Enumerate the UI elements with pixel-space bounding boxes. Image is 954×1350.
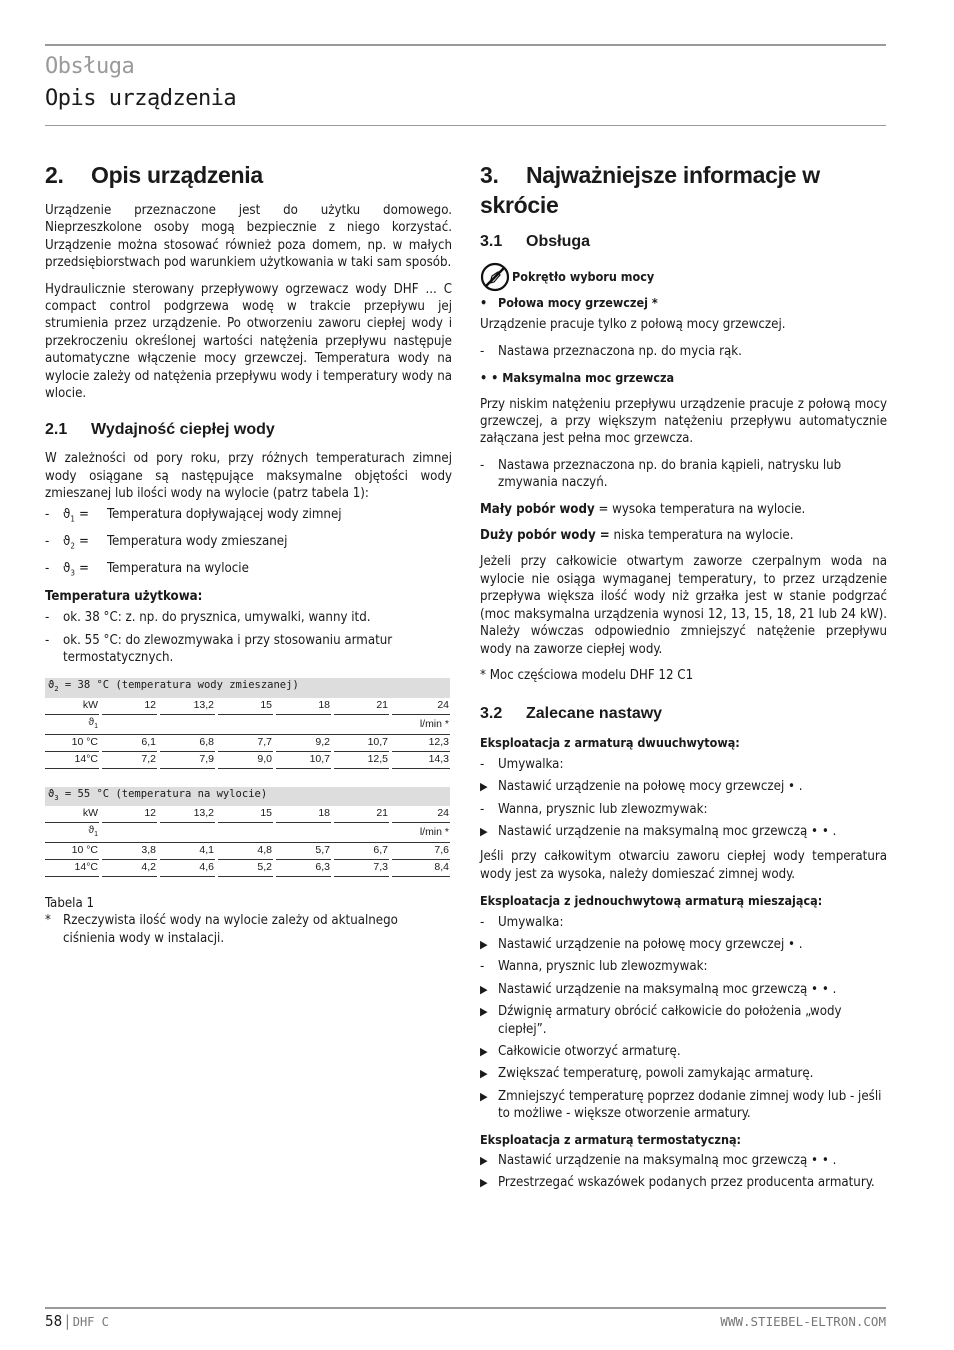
g1-item: ▶ Nastawić urządzenie na maksymalną moc grzewczą • • .	[480, 823, 837, 839]
table-caption: $ϑ_2 = 38$ °C (temperatura wody zmieszanej)	[45, 678, 450, 697]
kw-cell: 13,2	[160, 698, 215, 715]
value-cell: 8,4	[392, 859, 450, 876]
value-cell: 6,7	[334, 842, 389, 859]
kw-label: kW	[45, 806, 99, 823]
kw-cell: 18	[276, 698, 331, 715]
unit-symbol: $ϑ_1$	[45, 714, 99, 734]
value-cell: 14,3	[392, 751, 450, 768]
symbol-item: - $ϑ_3$ = Temperatura na wylocie	[45, 560, 249, 578]
page-number: 58	[45, 1312, 63, 1330]
kw-cell: 15	[218, 698, 273, 715]
kw-cell: 24	[392, 698, 450, 715]
value-cell: 7,6	[392, 842, 450, 859]
value-cell: 6,1	[102, 734, 157, 751]
value-cell: 4,8	[218, 842, 273, 859]
value-cell: 12,3	[392, 734, 450, 751]
table-row	[45, 859, 450, 876]
no-touch-icon	[480, 262, 510, 292]
value-cell: 5,7	[276, 842, 331, 859]
table-row	[45, 842, 450, 859]
subsection-heading-2-1: 2.1 Wydajność ciepłej wody	[45, 421, 275, 439]
half-power-paragraph: Urządzenie pracuje tylko z połową mocy grzewczej.	[480, 317, 786, 333]
value-cell: 5,2	[218, 859, 273, 876]
temp-list	[45, 609, 452, 666]
row-temp: 10 °C	[45, 734, 99, 751]
value-cell: 7,9	[160, 751, 215, 768]
kw-cell: 12	[102, 698, 157, 715]
intro-paragraph: Urządzenie przeznaczone jest do użytku domowego. Nieprzeszkolone osoby mogą bezpiecznie z niego korzystać. Urządzenie można stosować również poza domem, np. w małych przedsiębiorstwach pod warunkiem użytkowania w taki sam sposób.	[45, 203, 452, 271]
value-cell: 7,3	[334, 859, 389, 876]
symbol-item: - $ϑ_2$ = Temperatura wody zmieszanej	[45, 533, 288, 551]
group3-list	[480, 1152, 887, 1192]
doc-name: DHF C	[72, 1315, 109, 1329]
full-open-paragraph: Jeżeli przy całkowicie otwartym zaworze czerpalnym woda na wylocie nie osiąga wymaganej temperatury, to przez urządzenie przepływa większa ilość wody niż grzałka jest w stanie podgrzać (moc maksymalna urządzenia wynosi 12, 13, 15, 18, 21 lub 24 kW). Należy wówczas odpowiednio zmniejszyć natężenie przepływu wody na zaworze ciepłej wody.	[480, 554, 887, 657]
group2-label: Eksploatacja z jednouchwytową armaturą mieszającą:	[480, 893, 823, 909]
g2-item: ▶ Zwiększać temperaturę, powoli zamykając armaturę.	[480, 1066, 814, 1082]
group1-list	[480, 756, 887, 841]
value-cell: 9,0	[218, 751, 273, 768]
g1-item: - Wanna, prysznic lub zlewozmywak:	[480, 801, 708, 817]
symbol-list	[45, 506, 452, 582]
kw-cell: 12	[102, 806, 157, 823]
g2-item: ▶ Całkowicie otworzyć armaturę.	[480, 1044, 681, 1059]
g2-item: - Wanna, prysznic lub zlewozmywak:	[480, 959, 708, 975]
value-cell: 6,8	[160, 734, 215, 751]
kw-cell: 21	[334, 698, 389, 715]
temp-label: Temperatura użytkowa:	[45, 588, 203, 604]
subsection-heading-3-2: 3.2 Zalecane nastawy	[480, 705, 663, 723]
group1-paragraph: Jeśli przy całkowitym otwarciu zaworu ciepłej wody temperatura wody jest za wysoka, należy domieszać zimnej wody.	[480, 849, 887, 882]
value-cell: 6,3	[276, 859, 331, 876]
footer-rule	[45, 1307, 886, 1309]
partial-power-note: * Moc częściowa modelu DHF 12 C1	[480, 667, 694, 683]
g1-item: - Umywalka:	[480, 756, 564, 772]
max-power-note: - Nastawa przeznaczona np. do brania kąpieli, natrysku lub zmywania naczyń.	[480, 457, 842, 491]
capacity-table	[45, 787, 452, 877]
header-title: Opis urządzenia	[45, 86, 237, 111]
kw-cell: 15	[218, 806, 273, 823]
row-temp: 10 °C	[45, 842, 99, 859]
unit-cell: l/min *	[102, 822, 450, 842]
large-draw-line: Duży pobór wody = niska temperatura na wylocie.	[480, 528, 794, 544]
g2-item: ▶ Nastawić urządzenie na maksymalną moc grzewczą • • .	[480, 981, 837, 997]
capacity-tables	[45, 678, 452, 876]
kw-cell: 13,2	[160, 806, 215, 823]
section-heading-2: 2. Opis urządzenia	[45, 162, 263, 188]
left-column	[45, 160, 452, 952]
value-cell: 7,2	[102, 751, 157, 768]
unit-symbol: $ϑ_1$	[45, 822, 99, 842]
right-column	[480, 160, 887, 1197]
knob-line: Pokrętło wyboru mocy	[480, 262, 887, 292]
row-temp: 14°C	[45, 751, 99, 768]
g2-item: ▶ Zmniejszyć temperaturę poprzez dodanie zimnej wody lub - jeśli to możliwe - większe otworzenie armatury.	[480, 1088, 882, 1122]
value-cell: 10,7	[334, 734, 389, 751]
temp-item: - ok. 55 °C: do zlewozmywaka i przy stosowaniu armatur termostatycznych.	[45, 632, 393, 666]
g2-item: ▶ Dźwignię armatury obrócić całkowicie do położenia „wody ciepłej”.	[480, 1004, 842, 1037]
g2-item: ▶ Nastawić urządzenie na połowę mocy grzewczej • .	[480, 936, 803, 952]
kw-cell: 21	[334, 806, 389, 823]
table-row	[45, 751, 450, 768]
table-note: * Rzeczywista ilość wody na wylocie zależy od aktualnego ciśnienia wody w instalacji.	[45, 913, 398, 946]
table-unit-row	[45, 714, 450, 734]
g2-item: - Umywalka:	[480, 914, 564, 930]
capacity-paragraph: W zależności od pory roku, przy różnych temperaturach zimnej wody osiągane są następujące maksymalne objętości wody zmieszanej lub ilości wody na wylocie (patrz tabela 1):	[45, 451, 452, 502]
capacity-table	[45, 678, 452, 768]
table-caption: $ϑ_3 = 55$ °C (temperatura na wylocie)	[45, 787, 450, 806]
table-header-row	[45, 806, 450, 823]
half-power-note: - Nastawa przeznaczona np. do mycia rąk.	[480, 343, 742, 359]
small-draw-line: Mały pobór wody = wysoka temperatura na wylocie.	[480, 501, 806, 517]
header-rule	[45, 125, 886, 126]
value-cell: 9,2	[276, 734, 331, 751]
value-cell: 4,6	[160, 859, 215, 876]
max-power-label: • • Maksymalna moc grzewcza	[480, 370, 675, 386]
value-cell: 12,5	[334, 751, 389, 768]
half-power-item: • Połowa mocy grzewczej *	[480, 295, 658, 310]
value-cell: 4,2	[102, 859, 157, 876]
unit-cell: l/min *	[102, 714, 450, 734]
row-temp: 14°C	[45, 859, 99, 876]
value-cell: 10,7	[276, 751, 331, 768]
footer-url[interactable]: WWW.STIEBEL-ELTRON.COM	[720, 1314, 886, 1329]
table-row	[45, 734, 450, 751]
kw-label: kW	[45, 698, 99, 715]
description-paragraph: Hydraulicznie sterowany przepływowy ogrzewacz wody DHF ... C compact control podgrzewa wodę w trakcie przepływu jej strumienia przez urządzenie. Po otworzeniu zaworu ciepłej wody i przekroczeniu określonej wartości natężenia przepływu następuje automatyczne włączenie mocy grzewczej. Temperatura wody na wylocie zależy od natężenia przepływu wody i temperatury wody na wlocie.	[45, 281, 452, 402]
temp-item: - ok. 38 °C: z. np. do prysznica, umywalki, wanny itd.	[45, 610, 371, 626]
footer-left: 58 | DHF C	[45, 1312, 109, 1330]
value-cell: 4,1	[160, 842, 215, 859]
table-header-row	[45, 698, 450, 715]
group1-label: Eksploatacja z armaturą dwuuchwytową:	[480, 735, 740, 751]
value-cell: 3,8	[102, 842, 157, 859]
value-cell: 7,7	[218, 734, 273, 751]
g3-item: ▶ Przestrzegać wskazówek podanych przez producenta armatury.	[480, 1175, 875, 1191]
header-section: Obsługa	[45, 54, 135, 79]
group3-label: Eksploatacja z armaturą termostatyczną:	[480, 1131, 742, 1147]
max-power-paragraph: Przy niskim natężeniu przepływu urządzenie pracuje z połową mocy grzewczej, a przy większym natężeniu przepływu automatycznie załączana jest pełna moc grzewcza.	[480, 396, 887, 447]
top-rule	[45, 44, 886, 46]
section-heading-3: 3. Najważniejsze informacje w skrócie	[480, 162, 820, 218]
table-label: Tabela 1	[45, 895, 95, 911]
group2-list	[480, 914, 887, 1123]
symbol-item: - $ϑ_1$ = Temperatura dopływającej wody zimnej	[45, 506, 342, 524]
g1-item: ▶ Nastawić urządzenie na połowę mocy grzewczej • .	[480, 779, 803, 795]
kw-cell: 18	[276, 806, 331, 823]
kw-cell: 24	[392, 806, 450, 823]
subsection-heading-3-1: 3.1 Obsługa	[480, 233, 591, 250]
g3-item: ▶ Nastawić urządzenie na maksymalną moc grzewczą • • .	[480, 1153, 837, 1169]
table-unit-row	[45, 822, 450, 842]
